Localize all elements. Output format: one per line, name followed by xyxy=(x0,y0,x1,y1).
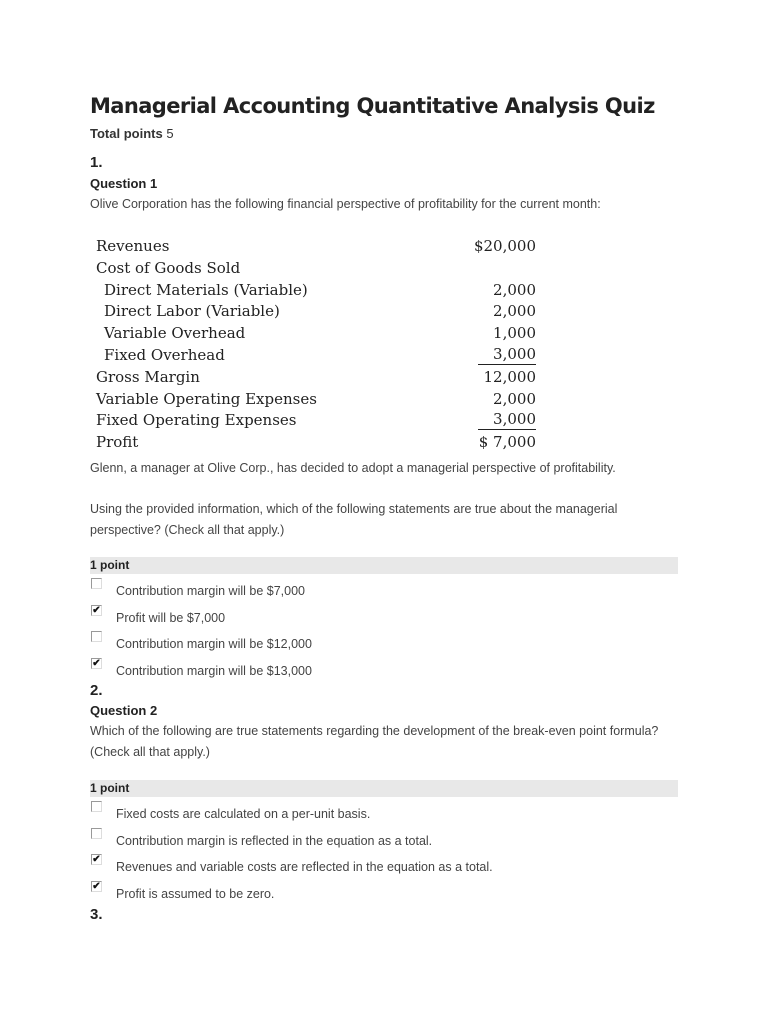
table-row xyxy=(96,236,536,258)
option-label: Fixed costs are calculated on a per-unit basis. xyxy=(116,807,371,821)
option-label: Contribution margin is reflected in the equation as a total. xyxy=(116,833,433,848)
checkbox-checked[interactable]: ✔ xyxy=(92,604,101,616)
financial-table xyxy=(96,236,536,454)
checkbox-checked[interactable]: ✔ xyxy=(92,880,101,892)
table-row xyxy=(96,323,536,345)
page-title: Managerial Accounting Quantitative Analysis Quiz xyxy=(90,94,655,118)
row-label: Gross Margin xyxy=(96,367,200,386)
question-1-points: 1 point xyxy=(90,557,678,574)
option-label: Contribution margin will be $12,000 xyxy=(116,637,312,651)
question-1-intro: Olive Corporation has the following financial perspective of profitability for the current month: xyxy=(90,197,601,211)
row-label: Direct Materials (Variable) xyxy=(104,280,308,299)
total-points-label: Total points xyxy=(90,126,163,141)
question-2-number: 2. xyxy=(90,682,103,699)
question-2-label: Question 2 xyxy=(90,703,158,718)
table-row xyxy=(96,280,536,302)
table-row xyxy=(96,410,536,432)
option-label: Profit is assumed to be zero. xyxy=(116,886,275,901)
row-label: Variable Overhead xyxy=(104,324,246,343)
row-value: 1,000 xyxy=(493,324,536,343)
checkbox-unchecked[interactable] xyxy=(91,828,102,839)
checkbox-unchecked[interactable] xyxy=(91,578,102,589)
option-label: Profit will be $7,000 xyxy=(116,610,226,625)
row-value: 3,000 xyxy=(478,410,536,430)
row-label: Profit xyxy=(96,433,139,452)
question-1-number: 1. xyxy=(90,154,103,171)
row-value: 2,000 xyxy=(493,302,536,321)
table-row xyxy=(96,301,536,323)
row-label: Variable Operating Expenses xyxy=(96,389,317,408)
table-row xyxy=(96,258,536,280)
question-2-points: 1 point xyxy=(90,780,678,797)
table-row xyxy=(96,345,536,367)
option-label: Revenues and variable costs are reflected in the equation as a total. xyxy=(116,860,493,874)
row-label: Direct Labor (Variable) xyxy=(104,302,280,321)
checkbox-checked[interactable]: ✔ xyxy=(92,854,101,865)
question-3-number: 3. xyxy=(90,906,103,923)
row-label: Revenues xyxy=(96,237,170,255)
row-label: Fixed Operating Expenses xyxy=(96,411,297,430)
checkbox-unchecked[interactable] xyxy=(91,631,102,642)
row-value: $ 7,000 xyxy=(478,433,536,452)
checkbox-checked[interactable]: ✔ xyxy=(92,657,101,669)
table-row xyxy=(96,389,536,411)
option-label: Contribution margin will be $13,000 xyxy=(116,663,312,678)
row-value: 2,000 xyxy=(493,389,536,408)
option-label: Contribution margin will be $7,000 xyxy=(116,584,305,598)
row-value: 12,000 xyxy=(483,367,536,386)
row-value: 2,000 xyxy=(493,280,536,299)
checkbox-unchecked[interactable] xyxy=(91,801,102,812)
total-points-value: 5 xyxy=(166,126,174,141)
question-2-prompt: Which of the following are true statements regarding the development of the break-even point formula? (Check all that apply.) xyxy=(90,724,659,759)
question-1-context: Glenn, a manager at Olive Corp., has decided to adopt a managerial perspective of profitability. xyxy=(90,461,616,475)
row-label: Cost of Goods Sold xyxy=(96,258,241,277)
question-1-label: Question 1 xyxy=(90,176,158,191)
table-row xyxy=(96,367,536,389)
table-row xyxy=(96,432,536,454)
question-1-prompt: Using the provided information, which of the following statements are true about the managerial perspective? (Check all that apply.) xyxy=(90,502,618,537)
row-label: Fixed Overhead xyxy=(104,345,225,364)
row-value: $20,000 xyxy=(473,237,536,255)
total-points xyxy=(90,126,174,141)
row-value: 3,000 xyxy=(478,345,536,365)
